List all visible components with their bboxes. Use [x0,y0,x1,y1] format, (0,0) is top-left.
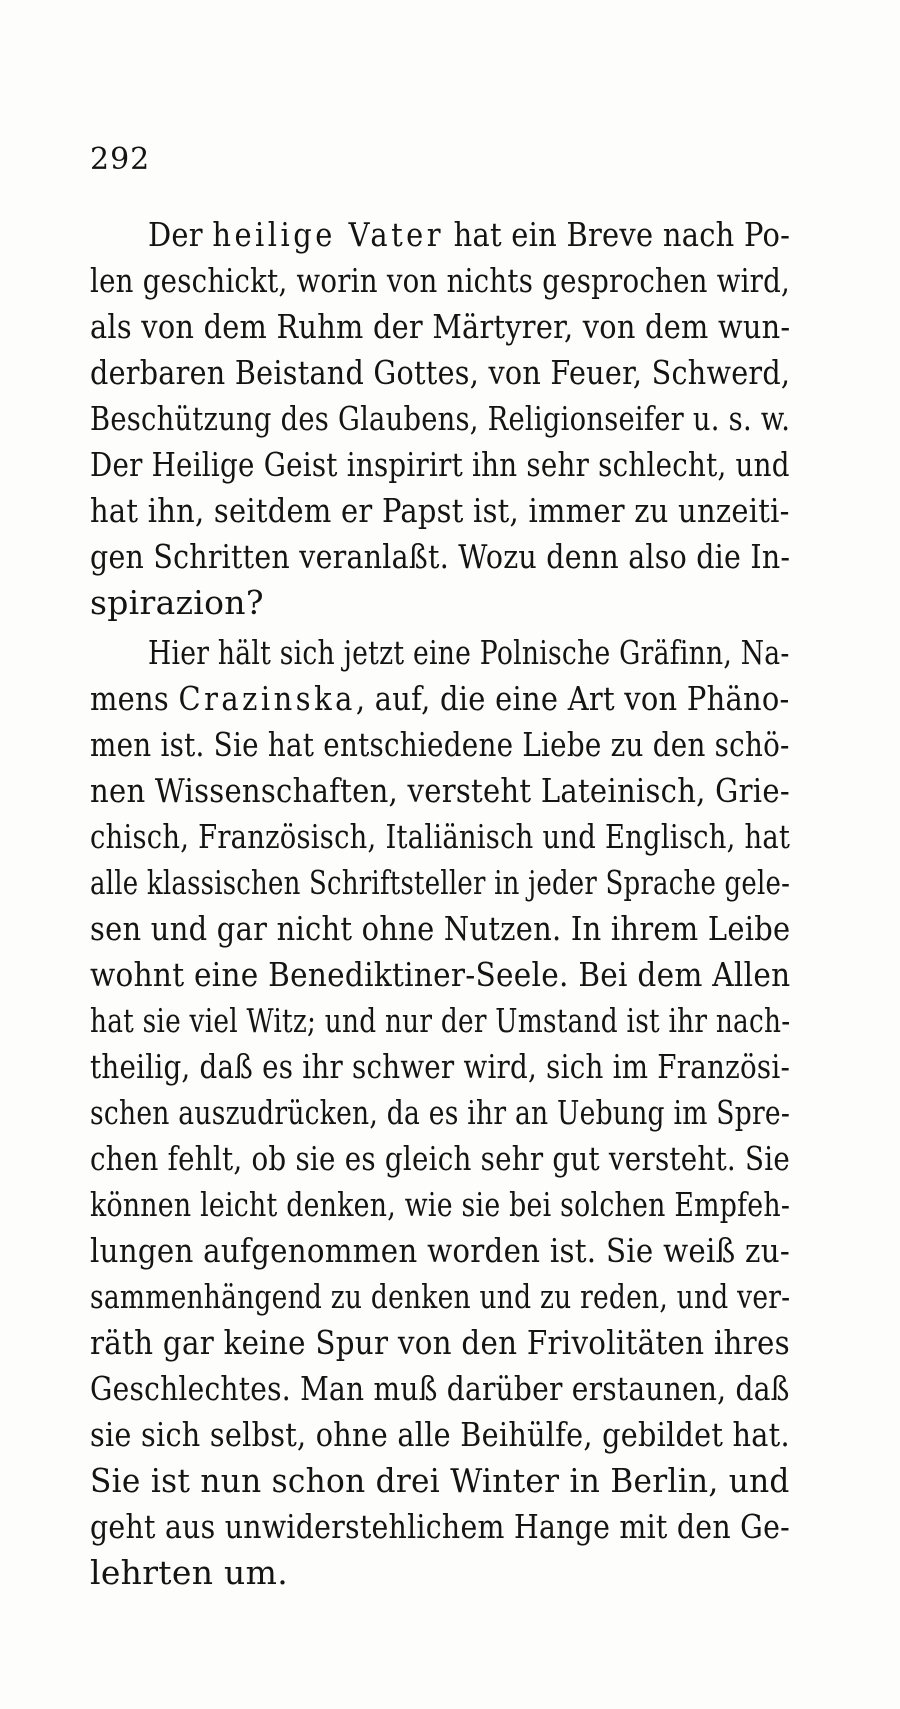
text-segment: Beschützung des Glaubens, Religionseifer u. s. w. [90,399,791,438]
text-line [90,1550,288,1596]
text-line [90,580,264,626]
text-segment: räth gar keine Spur von den Frivolitäten ihres [90,1323,790,1362]
text-segment: alle klassischen Schriftsteller in jeder Sprache gele- [90,863,791,902]
text-segment: sammenhängend zu denken und zu reden, und ver- [90,1277,791,1316]
text-segment: als von dem Ruhm der Märtyrer, von dem wun- [90,307,791,346]
text-segment: chisch, Französisch, Italiänisch und Englisch, hat [90,817,791,856]
text-segment: derbaren Beistand Gottes, von Feuer, Schwerd, [90,353,791,392]
text-segment: geht aus unwiderstehlichem Hange mit den Ge- [90,1507,790,1546]
text-line [148,630,790,676]
text-segment: Der [148,215,213,254]
text-line [90,906,790,952]
text-line [90,1136,790,1182]
text-segment: Sie ist nun schon drei Winter in Berlin, und [90,1461,790,1500]
text-segment: schen auszudrücken, da es ihr an Uebung im Spre- [90,1093,791,1132]
text-line [90,304,790,350]
text-segment: Hier hält sich jetzt eine Polnische Gräfinn, Na- [148,633,790,672]
text-segment: wohnt eine Benediktiner-Seele. Bei dem Allen [90,955,791,994]
text-line [90,1182,790,1228]
text-line [90,1366,790,1412]
text-line [90,860,790,906]
text-line [90,1228,790,1274]
text-line [90,1320,790,1366]
text-line [90,442,790,488]
text-segment: men ist. Sie hat entschiedene Liebe zu den schö- [90,725,790,764]
text-segment: mens [90,679,179,718]
text-segment: hat sie viel Witz; und nur der Umstand ist ihr nach- [90,1001,791,1040]
text-line [90,814,790,860]
text-segment: nen Wissenschaften, versteht Lateinisch, Grie- [90,771,790,810]
text-segment: lungen aufgenommen worden ist. Sie weiß zu- [90,1231,790,1270]
text-segment: sie sich selbst, ohne alle Beihülfe, gebildet hat. [90,1415,790,1454]
text-line [90,396,790,442]
text-segment: theilig, daß es ihr schwer wird, sich im Französi- [90,1047,791,1086]
text-line [90,1412,790,1458]
text-line [90,1458,790,1504]
text-line [90,768,790,814]
text-segment: heilige Vater [212,215,445,254]
text-segment: können leicht denken, wie sie bei solchen Empfeh- [90,1185,791,1224]
text-line [90,722,790,768]
text-segment: len geschickt, worin von nichts gesprochen wird, [90,261,791,300]
text-segment: , auf, die eine Art von Phäno- [355,679,790,718]
text-segment: Geschlechtes. Man muß darüber erstaunen, daß [90,1369,790,1408]
text-line [90,952,790,998]
text-line [90,1274,790,1320]
text-line [90,534,790,580]
text-line [90,676,790,722]
text-line [90,998,790,1044]
text-line [90,350,790,396]
page-number: 292 [90,142,151,177]
text-line [148,212,790,258]
text-segment: hat ihn, seitdem er Papst ist, immer zu unzeiti- [90,491,790,530]
text-segment: hat ein Breve nach Po- [444,215,791,254]
text-segment: spirazion? [90,583,264,622]
text-line [90,488,790,534]
text-segment: Der Heilige Geist inspirirt ihn sehr schlecht, und [90,445,790,484]
text-line [90,258,790,304]
text-segment: gen Schritten veranlaßt. Wozu denn also die In- [90,537,791,576]
text-segment: Crazinska [178,679,356,718]
text-line [90,1504,790,1550]
text-line [90,1044,790,1090]
text-segment: sen und gar nicht ohne Nutzen. In ihrem Leibe [90,909,791,948]
text-segment: lehrten um. [90,1553,288,1592]
text-line [90,1090,790,1136]
text-segment: chen fehlt, ob sie es gleich sehr gut versteht. Sie [90,1139,790,1178]
